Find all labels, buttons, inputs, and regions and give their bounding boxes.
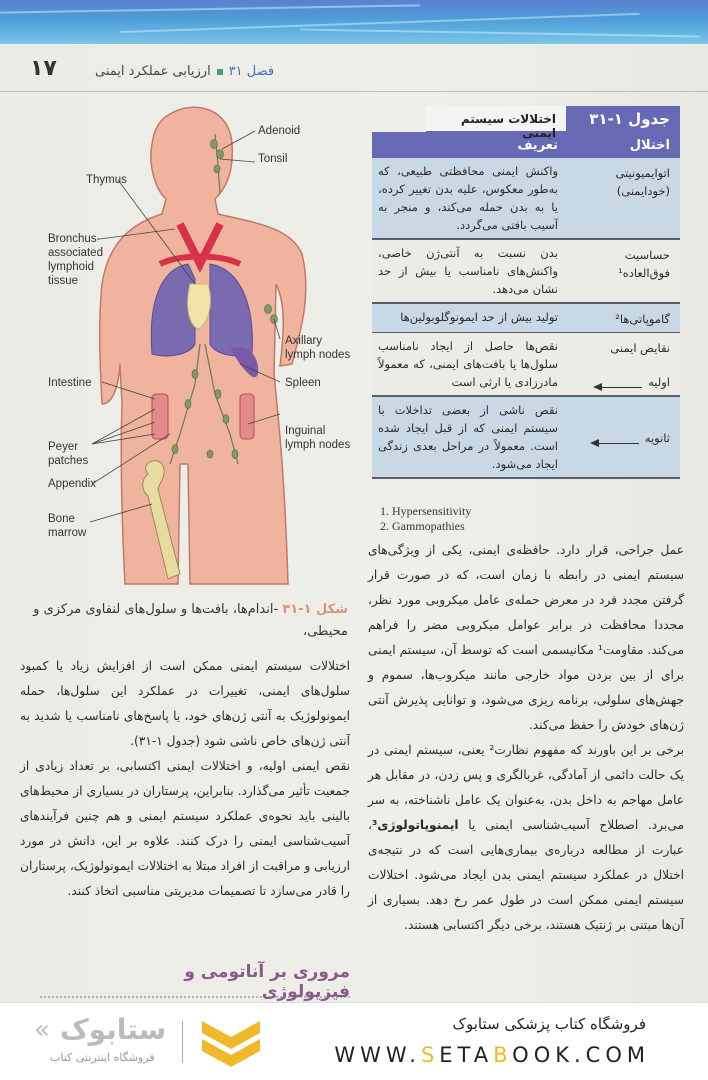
label-peyer-patches: Peyer patches <box>48 441 89 467</box>
label-balt: Bronchus- associated lymphoid tissue <box>48 233 103 287</box>
label-spleen: Spleen <box>285 377 321 389</box>
figure-caption <box>28 599 348 643</box>
right-column-text <box>368 538 684 938</box>
figure-caption-text: -اندام‌ها، بافت‌ها و سلول‌های لنفاوی مرکزی و محیطی، <box>33 602 348 639</box>
lymphatic-system-figure <box>30 104 360 594</box>
label-appendix: Appendix <box>48 478 96 490</box>
running-header <box>0 44 708 92</box>
setabook-logo-icon <box>200 1017 262 1069</box>
table-title: اختلالات سیستم ایمنی <box>426 106 566 132</box>
label-inguinal-lymph-nodes: Inguinal lymph nodes <box>285 425 351 451</box>
sub-label-primary: اولیه <box>648 375 670 389</box>
figure-number: شکل ۱-۳۱ <box>282 602 348 617</box>
arrow-left-icon <box>593 383 642 391</box>
table-row: گاموپاتی‌ها² تولید بیش از حد ایمونوگلوبولین‌ها <box>372 304 680 333</box>
label-bone-marrow: Bone marrow <box>48 513 87 539</box>
label-adenoid: Adenoid <box>258 125 301 137</box>
paragraph: اختلالات سیستم ایمنی ممکن است از افزایش زیاد یا کمبود سلول‌های ایمنی، تغییرات در عملکرد این سلول‌ها، حمله ایمونولوژیک به آنتی ژن‌های خود، یا پاسخ‌های نامناسب یا شدید به آنتی ژن‌های خاص ناشی شود (جدول ۱-۳۱). <box>20 659 350 748</box>
table-row: اتوایمیونیتی (خودایمنی) واکنش ایمنی محافظتی طبیعی، که به‌طور معکوس، علیه بدن تغییر کرده، یا به بدن حمله می‌کند، و منجر به آسیب بافتی می‌گردد. <box>372 158 680 240</box>
table-row: ثانویه نقص ناشی از بعضی تداخلات با سیستم ایمنی که از قبل ایجاد شده است. معمولاً در مراحل بعدی زندگی ایجاد می‌شود. <box>372 397 680 479</box>
paragraph: نقص ایمنی اولیه، و اختلالات ایمنی اکتسابی، بر تعداد زیادی از جمعیت تأثیر می‌گذارد. بنابراین، پرستاران در بسیاری از محیط‌های بالینی باید نحوه‌ی عملکرد سیستم ایمنی و هم چنین فرآیندهای آسیب‌شناسی ایمنی را درک کنند. علاوه بر این، دانش در مورد ارزیابی و مراقبت از افراد مبتلا به اختلالات ایمونولوژیک، پرستاران را قادر می‌سازد تا تصمیمات مدیریتی مناسبی اتخاذ کنند. <box>20 759 350 898</box>
double-chevron-left-icon: « <box>34 1015 50 1045</box>
table-row: نقایص ایمنی اولیه نقص‌ها حاصل از ایجاد نامناسب سلول‌ها یا بافت‌های ایمنی، که معمولاً مادرزادی یا ارثی است <box>372 333 680 397</box>
page-number: ۱۷ <box>30 56 57 81</box>
table-row: حساسیت فوق‌العاده¹ بدن نسبت به آنتی‌ژن خاصی، واکنش‌های نامناسب یا بیش از حد نشان می‌دهد. <box>372 240 680 304</box>
paragraph: عمل جراحی، قرار دارد. حافظه‌ی ایمنی، یکی از ویژگی‌های سیستم ایمنی در رابطه با زمان است، که در صورت قرار گرفتن مجدد فرد در معرض حمله‌ی عامل میکروبی مورد نظر، مجددا محافظت در برابر عوامل میکروبی مضر را فراهم می‌کند. مقاومت¹ مکانیسمی است که توسط آن، سیستم ایمنی برای از بین بردن مواد خارجی مانند میکروب‌ها، سموم و جهش‌های سلولی، برنامه ریزی می‌شود، و توانایی پذیرش آنتی ژن‌های خودش را حفظ می‌کند. <box>368 543 684 732</box>
bold-term: ایمنوپاتولوژی³ <box>371 818 459 832</box>
table-title-row <box>372 106 680 140</box>
store-url: WWW.SETABOOK.COM <box>334 1043 650 1067</box>
label-axillary-lymph-nodes: Axillary lymph nodes <box>285 335 351 361</box>
label-tonsil: Tonsil <box>258 153 288 165</box>
left-column-text <box>20 654 350 904</box>
store-name: فروشگاه کتاب پزشکی ستابوک <box>452 1015 646 1033</box>
column-header-disorder: اختلال <box>629 137 670 153</box>
book-page <box>0 44 708 1002</box>
label-thymus: Thymus <box>86 174 127 186</box>
store-logo-text: « ستابوک فروشگاه اینترنتی کتاب <box>34 1013 167 1064</box>
cut-off-text-line <box>40 996 350 1001</box>
column-header-definition: تعریف <box>517 137 558 153</box>
sub-label-secondary: ثانویه <box>644 431 670 445</box>
chapter-number: فصل ۳۱ <box>228 64 275 79</box>
table-footnotes: 1. Hypersensitivity 2. Gammopathies <box>380 504 472 533</box>
bullet-square-icon <box>217 69 223 75</box>
decorative-streak <box>0 4 420 13</box>
logo-divider <box>182 1021 183 1063</box>
book-top-band <box>0 0 708 44</box>
paragraph: برخی بر این باورند که مفهوم نظارت² یعنی، سیستم ایمنی در یک حالت دائمی از آمادگی، غربالگری و پس زدن، در مقابل هر عامل مهاجم به داخل بدن، به‌عنوان یک عامل ناشناخته، به سر می‌برد. اصطلاح آسیب‌شناسی ایمنی یا ایمنوپاتولوژی³، عبارت از مطالعه درباره‌ی بیماری‌هایی است که در نتیجه‌ی اختلال در عملکرد سیستم ایمنی بدن ایجاد می‌شود. اختلالات سیستم ایمنی ممکن است در طول عمر رخ دهد. بسیاری از آن‌ها مبتنی بر ژنتیک هستند، برخی دیگر اکتسابی هستند. <box>368 743 684 932</box>
arrow-left-icon <box>590 439 639 447</box>
section-heading: مروری بر آناتومی و فیزیولوژی <box>184 962 350 1002</box>
immune-disorders-table <box>372 106 680 479</box>
chapter-title: ارزیابی عملکرد ایمنی <box>95 64 211 79</box>
store-banner <box>0 1002 708 1080</box>
decorative-streak <box>300 29 700 38</box>
table-number: جدول ۱-۳۱ <box>566 106 680 132</box>
label-intestine: Intestine <box>48 377 92 389</box>
chapter-heading <box>95 64 274 79</box>
